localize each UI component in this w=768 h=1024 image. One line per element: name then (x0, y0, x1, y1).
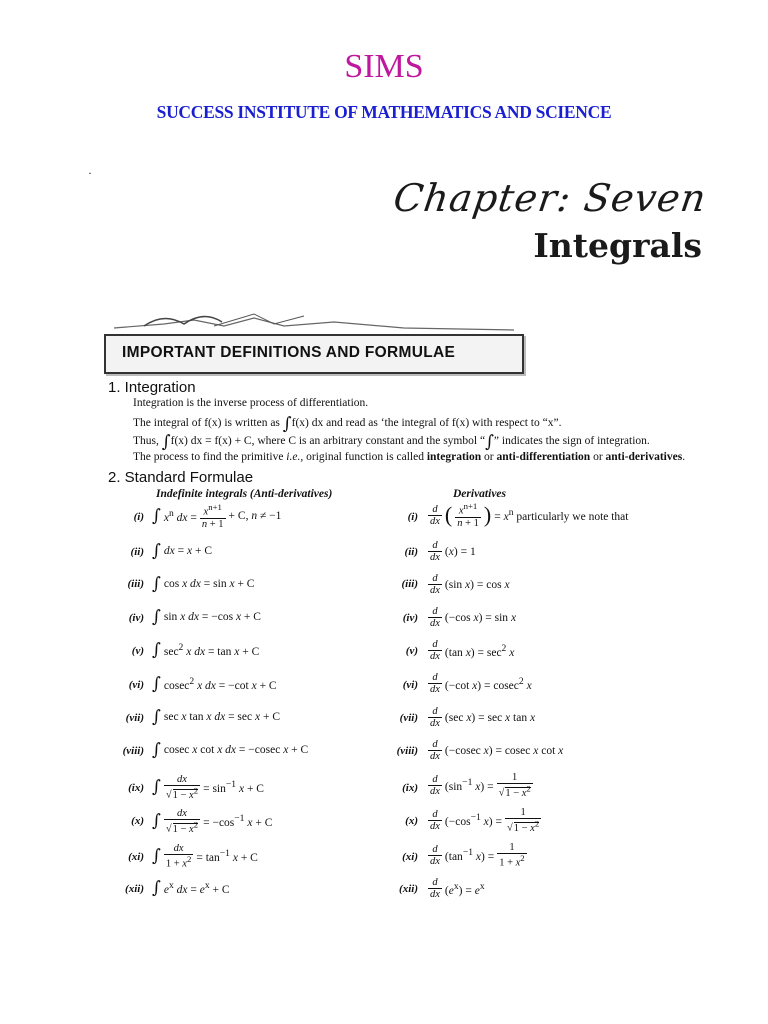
integral-formula: ∫ cos x dx = sin x + C (152, 574, 255, 594)
integral-formula: ∫ $\frac{dx}{√1 - x^2}$ = $-\cos^{-1}$ x + C (152, 808, 273, 835)
column-heading-integrals: Indefinite integrals (Anti-derivatives) (156, 488, 333, 500)
derivative-formula: $\frac{d}{dx}$ (sin x) = cos x (430, 573, 510, 597)
derivative-formula: $\frac{d}{dx}$ ($\tan^{-1}$ x) = $\frac{1}{1 + x^2}$ (430, 842, 525, 869)
banner-title: IMPORTANT DEFINITIONS AND FORMULAE (122, 344, 456, 361)
derivative-formula: $\frac{d}{dx}$ (−cot x) = cosec$^2$ x (430, 672, 532, 696)
formula-label: (viii) (396, 745, 418, 757)
formula-label: (vii) (399, 712, 418, 724)
institute-name: SUCCESS INSTITUTE OF MATHEMATICS AND SCIENCE (156, 102, 612, 122)
formula-label: (vi) (128, 679, 144, 691)
section-banner (104, 334, 524, 374)
formula-label: (xi) (402, 851, 418, 863)
formula-label: (ii) (130, 546, 144, 558)
derivative-formula: $\frac{d}{dx}$ (sec x) = sec x tan x (430, 706, 536, 730)
formula-label: (iii) (127, 578, 144, 590)
definition-line-2: The integral of f(x) is written as ∫f(x) dx and read as ‘the integral of f(x) with respect to “x”. (133, 414, 562, 434)
definition-line-1: Integration is the inverse process of differentiation. (133, 397, 369, 409)
column-heading-derivatives: Derivatives (453, 488, 507, 500)
formula-label: (ix) (128, 782, 144, 794)
formula-label: (v) (405, 645, 418, 657)
formula-label: (viii) (122, 745, 144, 757)
topic-heading: Integrals (533, 226, 702, 265)
formula-label: (ix) (402, 782, 418, 794)
formula-label: (x) (405, 815, 418, 827)
brand-title: SIMS (344, 48, 424, 85)
derivative-formula: $\frac{d}{dx}$ (−cos x) = sin x (430, 606, 517, 630)
formula-label: (iii) (401, 578, 418, 590)
derivative-formula: $\frac{d}{dx}$ ( $\frac{x^{n+1}}{n + 1}$ ) = $x^n$ particularly we note that (430, 501, 629, 529)
decorative-scribble (104, 306, 524, 336)
formula-label: (vi) (402, 679, 418, 691)
chapter-heading: Chapter: Seven (390, 176, 710, 220)
derivative-formula: $\frac{d}{dx}$ (−cosec x) = cosec x cot x (430, 739, 564, 763)
section-title-integration: 1. Integration (108, 379, 196, 396)
formula-label: (iv) (128, 612, 144, 624)
derivative-formula: $\frac{d}{dx}$ (tan $x) = \sec^2 x$ (430, 639, 515, 663)
integral-formula: ∫ cosec$^2$ x dx = −cot x + C (152, 674, 277, 694)
integral-formula: ∫ $e^x$ dx = $e^x + C$ (152, 878, 230, 898)
derivative-formula: $\frac{d}{dx}$ ($\sin^{-1}$ x) = $\frac{1}{√1 - x^2}$ (430, 772, 531, 799)
derivative-formula: $\frac{d}{dx}$ ($-\cos^{-1}$ x) = $\frac{1}{√1 - x^2}$ (430, 807, 540, 834)
integral-formula: ∫ cosec x cot x dx = −cosec x + C (152, 740, 309, 760)
integral-formula: ∫ $\sec^2 x$ dx = tan x + C (152, 640, 260, 660)
formula-label: (x) (131, 815, 144, 827)
definition-line-3: Thus, ∫f(x) dx = f(x) + C, where C is an arbitrary constant and the symbol “∫” indicates the sign of integration. (133, 432, 650, 452)
definition-line-4: The process to find the primitive i.e., original function is called integration or anti-differentiation or anti-derivatives. (133, 451, 686, 463)
formula-label: (i) (133, 511, 144, 523)
integral-formula: ∫ sin x dx = −cos x + C (152, 607, 261, 627)
formula-label: (ii) (404, 546, 418, 558)
derivative-formula: $\frac{d}{dx}$ (x) = 1 (430, 540, 476, 564)
stray-mark: · (88, 166, 92, 180)
formula-label: (v) (131, 645, 144, 657)
formula-label: (iv) (402, 612, 418, 624)
integral-formula: ∫ $\frac{dx}{√1 - x^2}$ = $\sin^{-1} x + C$ (152, 774, 264, 801)
section-title-formulae: 2. Standard Formulae (108, 469, 254, 486)
formula-label: (vii) (125, 712, 144, 724)
formula-label: (xi) (128, 851, 144, 863)
integral-formula: ∫ sec x tan x dx = sec x + C (152, 707, 280, 727)
integral-formula: ∫ $x^n$ dx = $\frac{x^{n+1}}{n + 1}$ + C, n ≠ −1 (152, 502, 282, 530)
integral-formula: ∫ dx = x + C (152, 541, 212, 561)
derivative-formula: $\frac{d}{dx}$ $(e^x) = e^x$ (430, 877, 485, 901)
formula-label: (xii) (125, 883, 144, 895)
integral-formula: ∫ $\frac{dx}{1 + x^2}$ = $\tan^{-1} x + C$ (152, 843, 258, 870)
formula-label: (i) (407, 511, 418, 523)
formula-label: (xii) (399, 883, 418, 895)
